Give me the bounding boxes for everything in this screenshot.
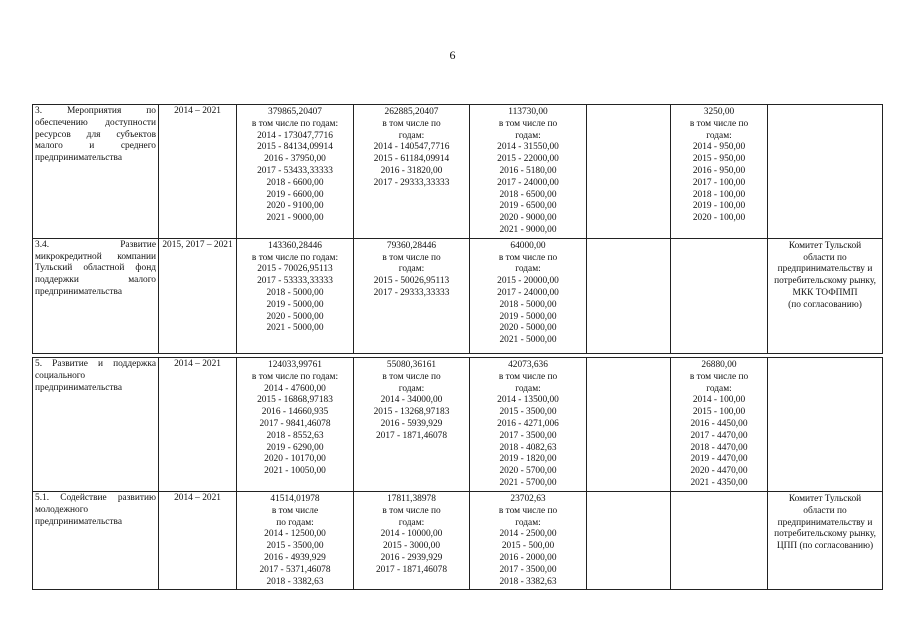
total-funding-cell (237, 492, 354, 590)
executor-cell-line: предпринимательству и (777, 517, 873, 528)
activity-name-cell-text: 5.1. Содействие развитию молодежного предпринимательства (35, 493, 156, 527)
period-cell (159, 238, 237, 353)
total-funding-cell-line: 2020 - 5000,00 (266, 311, 324, 322)
regional-funding-cell-line: 2015 - 3500,00 (499, 407, 557, 418)
total-funding-cell-line: 2014 - 47600,00 (264, 383, 326, 394)
regional-funding-cell-line: 2015 - 22000,00 (497, 154, 559, 165)
local-funding-cell (587, 105, 671, 239)
activity-name-cell-text: 5. Развитие и поддержка социального предпринимательства (35, 359, 156, 393)
federal-funding-cell-line: 2017 - 1871,46078 (375, 564, 448, 575)
regional-funding-cell-line: годам: (515, 517, 541, 528)
other-funding-cell (671, 238, 768, 353)
total-funding-cell-line: 2018 - 8552,63 (266, 430, 324, 441)
other-funding-cell-line: 2019 - 100,00 (692, 201, 746, 212)
total-funding-cell-line: 2021 - 5000,00 (266, 323, 324, 334)
other-funding-cell-total: 3250,00 (703, 107, 735, 117)
federal-funding-cell-line: в том числе по (382, 252, 441, 263)
total-funding-cell-line: 2019 - 6290,00 (266, 442, 324, 453)
federal-funding-cell-line: 2017 - 29333,33333 (373, 287, 450, 298)
other-funding-cell-line: годам: (706, 383, 732, 394)
regional-funding-cell-line: в том числе по (498, 118, 558, 129)
executor-cell-line: потребительскому рынку, (774, 276, 876, 287)
total-funding-cell-line: 2018 - 6600,00 (266, 177, 324, 188)
regional-funding-cell-total: 42073,636 (508, 360, 548, 370)
federal-funding-cell-line: 2017 - 29333,33333 (373, 177, 450, 188)
regional-funding-cell-line: 2019 - 6500,00 (499, 201, 557, 212)
total-funding-cell-line: в том числе (271, 505, 319, 516)
page-number: 6 (449, 48, 456, 62)
total-funding-cell-line: 2019 - 5000,00 (266, 299, 324, 310)
federal-funding-cell-total: 17811,38978 (387, 494, 436, 504)
other-funding-cell-line: 2016 - 950,00 (692, 165, 746, 176)
total-funding-cell-line: 2021 - 10050,00 (264, 466, 326, 477)
regional-funding-cell-total: 64000,00 (510, 240, 546, 251)
activity-name-cell (33, 358, 159, 492)
other-funding-cell-line: в том числе по (689, 371, 749, 382)
regional-funding-cell-line: годам: (515, 130, 541, 141)
table-row (33, 105, 883, 239)
regional-funding-cell-line: 2014 - 31550,00 (497, 142, 559, 153)
total-funding-cell-line: по годам: (276, 517, 314, 528)
other-funding-cell-line: 2017 - 100,00 (692, 177, 746, 188)
activity-name-cell-text: 3. Мероприятия по обеспечению доступности ресурсов для субъектов малого и среднего предпринимательства (35, 106, 156, 164)
other-funding-cell-line: 2020 - 100,00 (692, 213, 746, 224)
executor-cell (768, 492, 883, 590)
total-funding-cell-line: 2017 - 53333,33333 (257, 276, 333, 287)
other-funding-cell-line: 2015 - 950,00 (692, 154, 746, 165)
federal-funding-cell (354, 105, 470, 239)
executor-cell-line: МКК ТОФПМП (792, 287, 858, 298)
other-funding-cell-line: 2021 - 4350,00 (690, 477, 748, 488)
period-cell (159, 358, 237, 492)
federal-funding-cell-line: 2014 - 140547,7716 (373, 142, 450, 153)
total-funding-cell-line: 2015 - 16868,97183 (257, 395, 333, 406)
federal-funding-cell-line: 2015 - 61184,09914 (373, 154, 450, 165)
activity-name-cell (33, 492, 159, 590)
local-funding-cell (587, 238, 671, 353)
other-funding-cell (671, 358, 768, 492)
regional-funding-cell-line: 2019 - 1820,00 (499, 454, 557, 465)
federal-funding-cell-line: 2014 - 10000,00 (380, 529, 443, 540)
other-funding-cell-line: 2020 - 4470,00 (690, 466, 748, 477)
total-funding-cell (237, 238, 354, 353)
federal-funding-cell-line: 2016 - 5939,929 (380, 418, 443, 429)
federal-funding-cell-line: 2015 - 3000,00 (382, 541, 441, 552)
table-row (33, 358, 883, 492)
other-funding-cell-line: 2018 - 100,00 (692, 189, 746, 200)
local-funding-cell (587, 492, 671, 590)
regional-funding-cell-total: 23702,63 (510, 494, 546, 504)
regional-funding-cell-line: 2015 - 20000,00 (497, 276, 559, 287)
total-funding-cell-total: 143360,28446 (268, 240, 322, 251)
period-cell (159, 492, 237, 590)
other-funding-cell-line: 2014 - 100,00 (692, 395, 746, 406)
regional-funding-cell-line: 2018 - 4082,63 (499, 442, 557, 453)
federal-funding-cell-line: годам: (398, 130, 425, 141)
period-cell-text: 2014 – 2021 (174, 106, 221, 116)
other-funding-cell-line: 2014 - 950,00 (692, 142, 746, 153)
executor-cell-line: потребительскому рынку, (774, 529, 876, 540)
total-funding-cell-line: 2020 - 9100,00 (266, 201, 324, 212)
budget-table-top (32, 104, 883, 354)
regional-funding-cell-line: 2020 - 5700,00 (499, 466, 557, 477)
federal-funding-cell-total: 79360,28446 (386, 240, 437, 251)
executor-cell-line: предпринимательству и (777, 264, 873, 275)
federal-funding-cell-line: в том числе по (382, 505, 441, 516)
federal-funding-cell (354, 492, 470, 590)
regional-funding-cell-line: 2016 - 5180,00 (499, 165, 557, 176)
regional-funding-cell-line: 2018 - 5000,00 (499, 299, 557, 310)
total-funding-cell-line: в том числе по годам: (251, 371, 339, 382)
other-funding-cell-line: 2017 - 4470,00 (690, 430, 748, 441)
period-cell-text: 2014 – 2021 (174, 359, 221, 369)
other-funding-cell-line: 2015 - 100,00 (692, 407, 746, 418)
budget-table-bottom-body (33, 358, 883, 590)
regional-funding-cell-line: 2014 - 13500,00 (497, 395, 559, 406)
total-funding-cell-line: 2017 - 53433,33333 (257, 165, 333, 176)
total-funding-cell-total: 379865,20407 (268, 107, 322, 117)
regional-funding-cell-line: 2016 - 4271,006 (497, 418, 559, 429)
activity-name-cell (33, 105, 159, 239)
regional-funding-cell-line: 2016 - 2000,00 (499, 552, 557, 563)
regional-funding-cell-line: 2014 - 2500,00 (499, 529, 557, 540)
total-funding-cell-line: 2015 - 70026,95113 (257, 264, 333, 275)
total-funding-cell-line: 2016 - 4939,929 (264, 552, 326, 563)
total-funding-cell-line: 2019 - 6600,00 (266, 189, 324, 200)
regional-funding-cell-line: 2017 - 24000,00 (497, 287, 559, 298)
regional-funding-cell-line: в том числе по (498, 505, 558, 516)
executor-cell (768, 105, 883, 239)
other-funding-cell (671, 105, 768, 239)
other-funding-cell-total: 26880,00 (701, 360, 737, 370)
federal-funding-cell-line: 2016 - 2939,929 (380, 552, 443, 563)
regional-funding-cell-line: годам: (515, 383, 541, 394)
federal-funding-cell-line: 2015 - 13268,97183 (373, 407, 450, 418)
regional-funding-cell (470, 238, 587, 353)
budget-table-bottom (32, 357, 883, 590)
federal-funding-cell-line: годам: (398, 264, 425, 275)
federal-funding-cell-line: годам: (398, 383, 425, 394)
total-funding-cell-total: 124033,99761 (268, 360, 322, 370)
executor-cell-line: области по (803, 505, 847, 516)
regional-funding-cell-line: 2019 - 5000,00 (499, 311, 557, 322)
regional-funding-cell-line: в том числе по (498, 371, 558, 382)
regional-funding-cell-line: 2018 - 6500,00 (499, 189, 557, 200)
other-funding-cell-line: 2019 - 4470,00 (690, 454, 748, 465)
regional-funding-cell-line: 2017 - 3500,00 (499, 430, 557, 441)
federal-funding-cell-total: 55080,36161 (386, 360, 437, 370)
total-funding-cell-line: 2014 - 173047,7716 (257, 130, 333, 141)
federal-funding-cell-total: 262885,20407 (384, 107, 439, 117)
budget-table-top-body (33, 105, 883, 354)
period-cell (159, 105, 237, 239)
federal-funding-cell-line: в том числе по (382, 371, 441, 382)
regional-funding-cell-line: 2021 - 5700,00 (499, 477, 557, 488)
regional-funding-cell (470, 105, 587, 239)
executor-cell-total: Комитет Тульской (788, 494, 862, 504)
total-funding-cell-line: 2021 - 9000,00 (266, 213, 324, 224)
total-funding-cell-line: 2017 - 5371,46078 (259, 564, 331, 575)
executor-cell-total: Комитет Тульской (788, 240, 862, 251)
regional-funding-cell (470, 492, 587, 590)
federal-funding-cell-line: 2017 - 1871,46078 (375, 430, 448, 441)
regional-funding-cell-line: 2017 - 24000,00 (497, 177, 559, 188)
total-funding-cell-line: в том числе по годам: (251, 118, 339, 129)
regional-funding-cell-line: 2020 - 9000,00 (499, 213, 557, 224)
activity-name-cell-text: 3.4. Развитие микрокредитной компании Тульский областной фонд поддержки малого предпринимательства (35, 239, 156, 297)
total-funding-cell-line: 2016 - 37950,00 (264, 154, 326, 165)
period-cell-text: 2014 – 2021 (174, 493, 221, 503)
total-funding-cell-line: 2018 - 5000,00 (266, 287, 324, 298)
federal-funding-cell (354, 358, 470, 492)
total-funding-cell-line: 2015 - 84134,09914 (257, 142, 333, 153)
federal-funding-cell-line: 2014 - 34000,00 (380, 395, 443, 406)
regional-funding-cell-line: 2018 - 3382,63 (499, 576, 557, 587)
federal-funding-cell-line: годам: (398, 517, 425, 528)
federal-funding-cell-line: 2015 - 50026,95113 (373, 276, 450, 287)
regional-funding-cell-line: в том числе по (498, 252, 558, 263)
regional-funding-cell-line: 2017 - 3500,00 (499, 564, 557, 575)
period-cell-text: 2015, 2017 – 2021 (162, 239, 233, 250)
regional-funding-cell-line: годам: (515, 264, 541, 275)
regional-funding-cell-line: 2020 - 5000,00 (499, 323, 557, 334)
regional-funding-cell-line: 2021 - 5000,00 (499, 335, 557, 346)
other-funding-cell-line: годам: (706, 130, 732, 141)
table-row (33, 238, 883, 353)
executor-cell-line: ЦПП (по согласованию) (776, 541, 874, 552)
federal-funding-cell-line: 2016 - 31820,00 (380, 165, 443, 176)
total-funding-cell-line: 2020 - 10170,00 (264, 454, 326, 465)
other-funding-cell (671, 492, 768, 590)
total-funding-cell-total: 41514,01978 (270, 494, 320, 504)
regional-funding-cell-total: 113730,00 (508, 107, 548, 117)
total-funding-cell-line: 2014 - 12500,00 (264, 529, 326, 540)
executor-cell (768, 358, 883, 492)
total-funding-cell (237, 358, 354, 492)
total-funding-cell-line: в том числе по годам: (251, 252, 339, 263)
federal-funding-cell (354, 238, 470, 353)
total-funding-cell (237, 105, 354, 239)
table-row (33, 492, 883, 590)
executor-cell (768, 238, 883, 353)
executor-cell-line: (по согласованию) (788, 299, 862, 310)
executor-cell-line: области по (803, 252, 847, 263)
local-funding-cell (587, 358, 671, 492)
total-funding-cell-line: 2015 - 3500,00 (266, 541, 324, 552)
other-funding-cell-line: в том числе по (689, 118, 749, 129)
federal-funding-cell-line: в том числе по (382, 118, 441, 129)
activity-name-cell (33, 238, 159, 353)
total-funding-cell-line: 2018 - 3382,63 (266, 576, 324, 587)
regional-funding-cell-line: 2015 - 500,00 (501, 541, 555, 552)
other-funding-cell-line: 2018 - 4470,00 (690, 442, 748, 453)
regional-funding-cell-line: 2021 - 9000,00 (499, 224, 557, 235)
regional-funding-cell (470, 358, 587, 492)
total-funding-cell-line: 2016 - 14660,935 (261, 407, 329, 418)
total-funding-cell-line: 2017 - 9841,46078 (259, 418, 331, 429)
other-funding-cell-line: 2016 - 4450,00 (690, 418, 748, 429)
